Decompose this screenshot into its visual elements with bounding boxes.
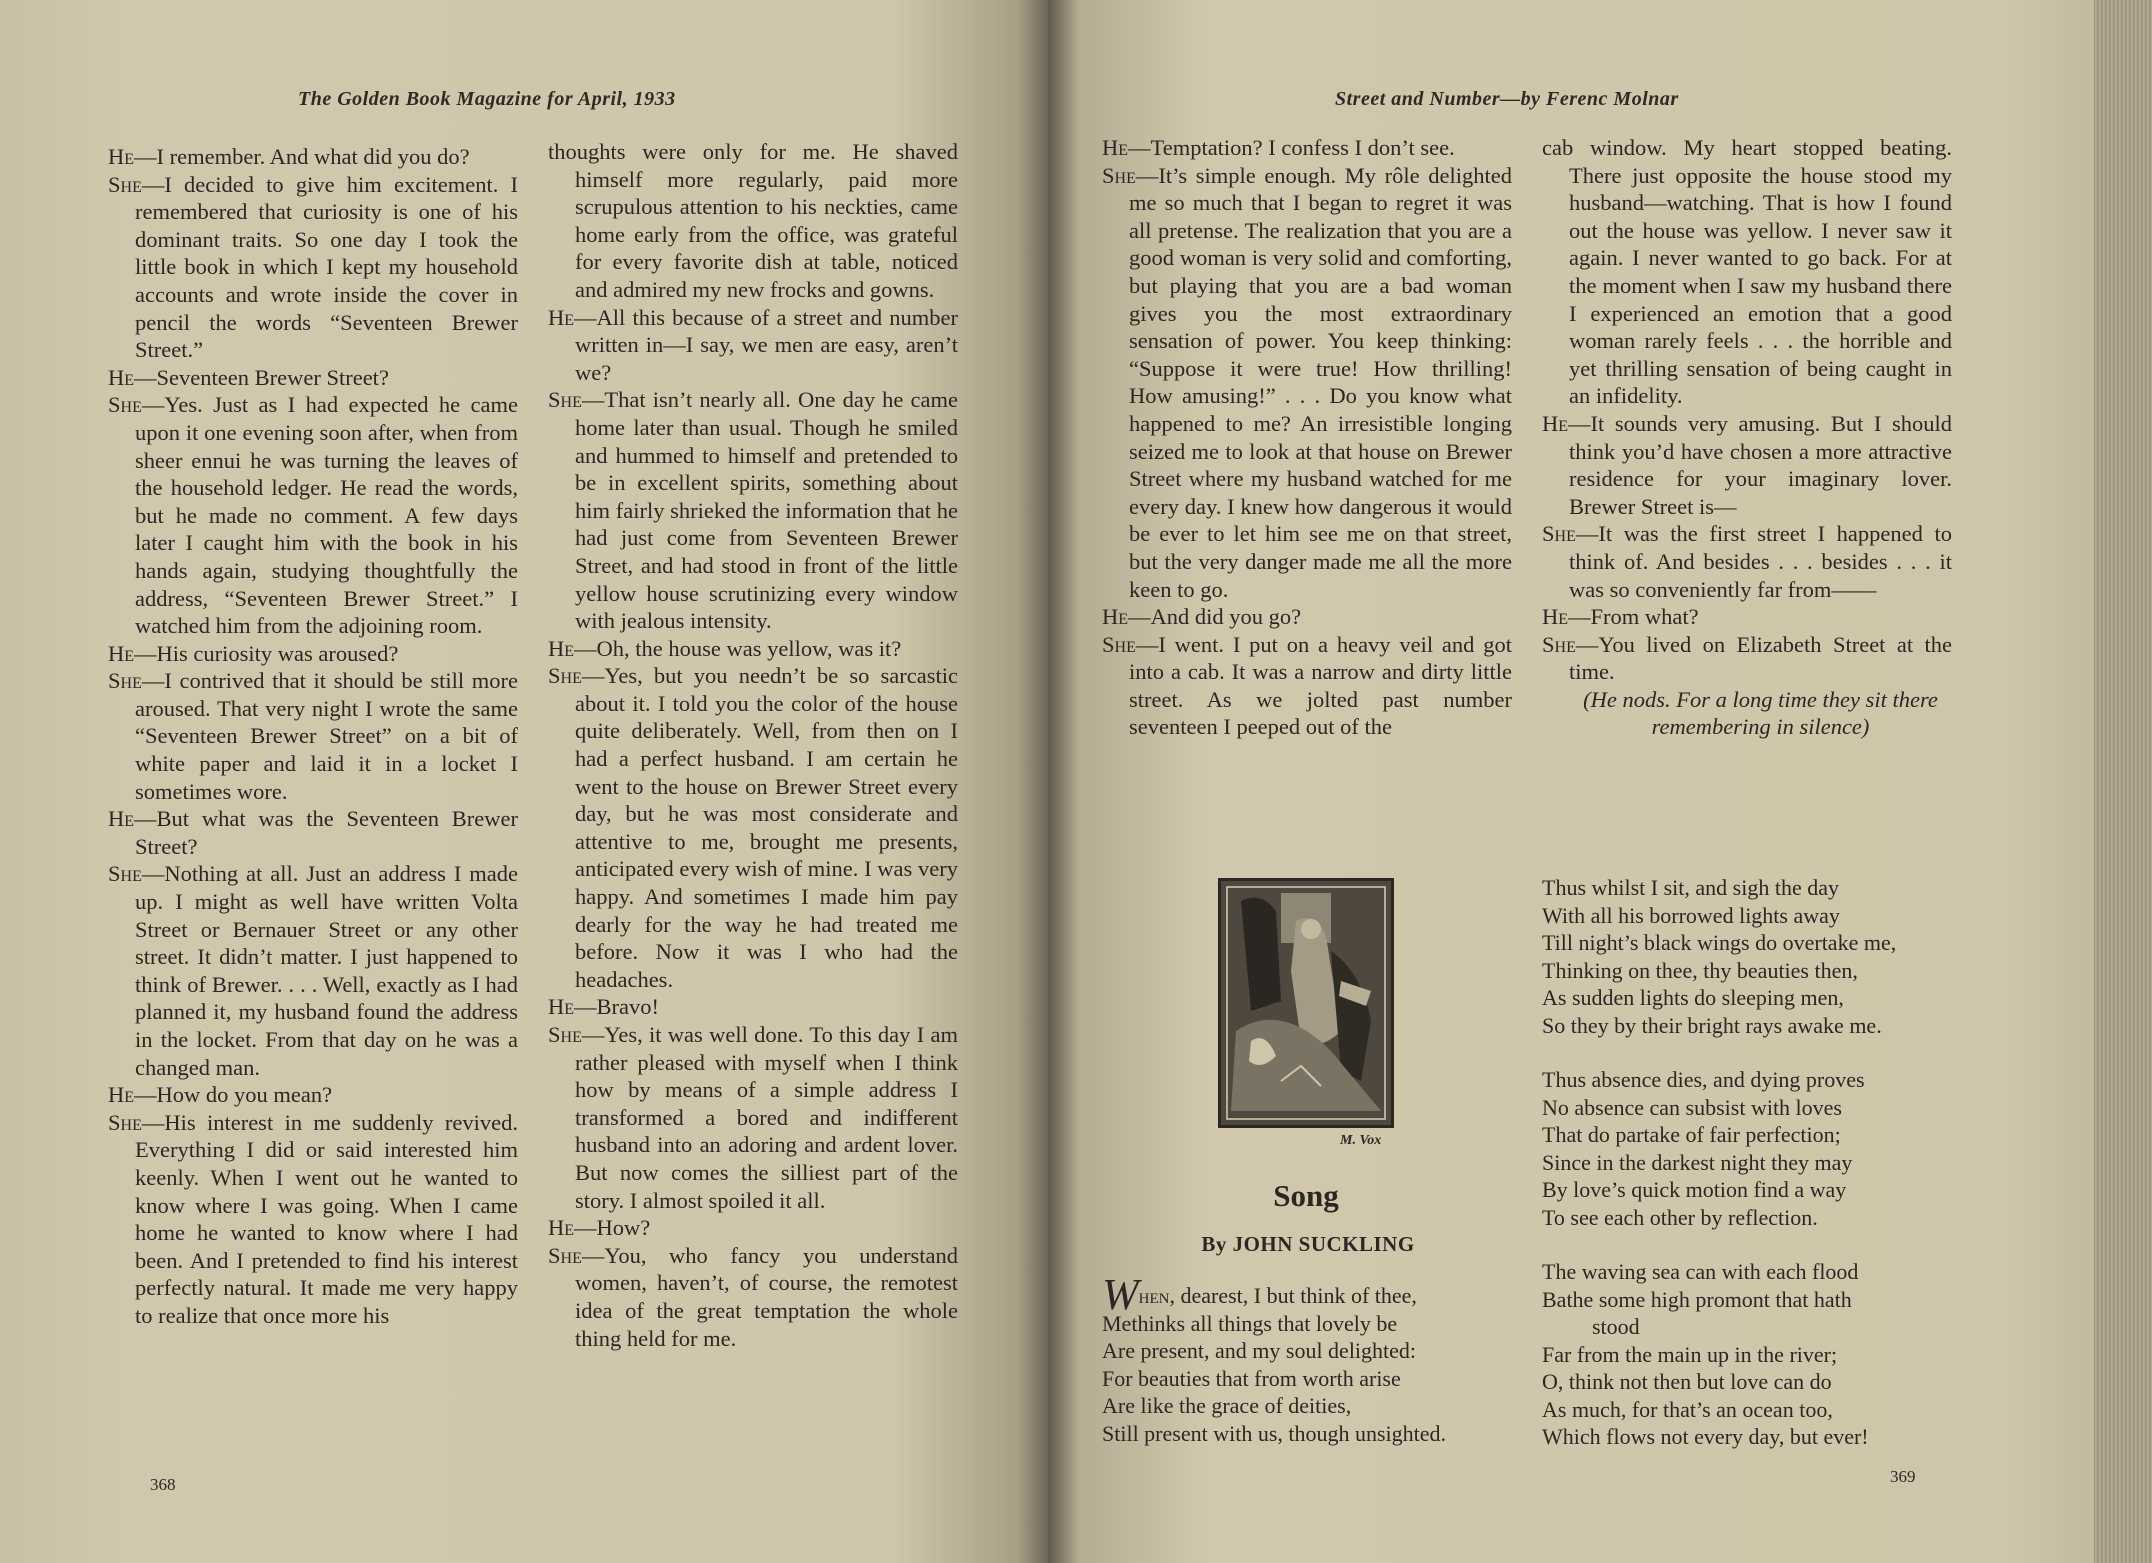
dialogue-paragraph [548, 138, 958, 304]
speaker-label: He [1102, 135, 1129, 160]
dialogue-text: —I decided to give him excitement. I remembered that curiosity is one of his dominant traits. So one day I took the little book in which I kept my household accounts and wrote inside the cover in pencil the words “Seventeen Brewer Street.” [135, 171, 518, 363]
running-head-right: Street and Number—by Ferenc Molnar [1335, 88, 1679, 110]
poem-line: Methinks all things that lovely be [1102, 1310, 1398, 1336]
dialogue-text: —Yes, but you needn’t be so sarcastic about it. I told you the color of the house quite deliberately. Well, from then on I had a perfect husband. I am certain he went to the house on Brewer Street every day, but he was most considerate and attentive to me, brought me presents, anticipated every wish of mine. I was very happy. And sometimes I made him pay dearly for the way he had treated me before. Now it was I who had the headaches. [575, 663, 958, 992]
dialogue-paragraph [108, 143, 518, 171]
poem-line: With all his borrowed lights away [1542, 902, 1840, 928]
right-column-1 [1102, 134, 1512, 741]
dialogue-text: —Oh, the house was yellow, was it? [574, 635, 902, 661]
dialogue-text: —Yes, it was well done. To this day I am rather pleased with myself when I think how by means of a simple address I transformed a bored and indifferent husband into an adoring and ardent lover. But now comes the silliest part of the story. I almost spoiled it all. [575, 1022, 958, 1213]
poem-line: For beauties that from worth arise [1102, 1365, 1401, 1391]
dialogue-paragraph [548, 635, 958, 663]
dialogue-text: —I went. I put on a heavy veil and got into a cab. It was a narrow and dirty little street. As we jolted past number seventeen I peeped out of the [1129, 631, 1512, 740]
speaker-label: She [548, 1242, 582, 1268]
dialogue-paragraph [1102, 631, 1512, 741]
illustration-engraving [1218, 878, 1394, 1128]
poem-stanza3 [1542, 1066, 1962, 1231]
poem-right-column [1542, 874, 1962, 1478]
poem-line: Are present, and my soul delighted: [1102, 1338, 1417, 1363]
dialogue-text: —From what? [1568, 604, 1699, 630]
poem-line: Thus absence dies, and dying proves [1542, 1067, 1865, 1092]
poem-line: As much, for that’s an ocean too, [1542, 1396, 1833, 1422]
poem-line: Thus whilst I sit, and sigh the day [1542, 875, 1839, 900]
poem-line: So they by their bright rays awake me. [1542, 1012, 1882, 1038]
dialogue-paragraph [1542, 603, 1952, 631]
speaker-label: He [548, 635, 575, 661]
dialogue-paragraph [1542, 134, 1952, 410]
left-column-1 [108, 143, 518, 1330]
speaker-label: He [1542, 604, 1569, 630]
dialogue-text: —But what was the Seventeen Brewer Street? [134, 806, 518, 859]
poem-line: Are like the grace of deities, [1102, 1393, 1352, 1418]
poem-stanza4 [1542, 1258, 1962, 1451]
poem-line: Till night’s black wings do overtake me, [1542, 930, 1897, 955]
poem-line: By love’s quick motion find a way [1542, 1177, 1847, 1202]
book-page-edges [2094, 0, 2152, 1563]
stanza-1-lines [1102, 1310, 1522, 1448]
poem-line: Thinking on thee, thy beauties then, [1542, 957, 1858, 983]
poem-line: The waving sea can with each flood [1542, 1259, 1859, 1284]
speaker-label: She [108, 668, 142, 694]
dialogue-text: —Nothing at all. Just an address I made up. I might as well have written Volta Street or Bernauer Street or any other street. It didn’t matter. I just happened to think of Brewer. . . . Well, exactly as I had planned it, my husband found the address in the locket. From that day on he was a changed man. [135, 861, 518, 1080]
dialogue-paragraph [108, 860, 518, 1081]
poem-line: Which flows not every day, but ever! [1542, 1424, 1869, 1449]
speaker-label: She [1102, 631, 1136, 657]
dialogue-text: —I contrived that it should be still more aroused. That very night I wrote the same “Seventeen Brewer Street” on a bit of white paper and laid it in a locket I sometimes wore. [135, 668, 518, 804]
speaker-label: She [108, 392, 142, 418]
poem-line: No absence can subsist with loves [1542, 1094, 1842, 1120]
speaker-label: She [548, 387, 582, 413]
dialogue-text: —His curiosity was aroused? [134, 640, 399, 666]
poem-byline: By JOHN SUCKLING [1201, 1232, 1415, 1256]
dialogue-text: —I remember. And what did you do? [134, 144, 470, 169]
speaker-label: He [108, 806, 135, 832]
poem-line: Still present with us, though unsighted. [1102, 1420, 1447, 1446]
dialogue-paragraph [548, 1214, 958, 1242]
dialogue-paragraph [108, 391, 518, 639]
dialogue-paragraph [548, 993, 958, 1021]
first-line-rest: , dearest, I but think of thee, [1169, 1283, 1417, 1308]
dialogue-text: —How do you mean? [134, 1082, 333, 1108]
dialogue-text: —Seventeen Brewer Street? [134, 364, 389, 390]
dialogue-text: —It’s simple enough. My rôle delighted me so much that I began to regret it was all pretense. The realization that you are a good woman is very solid and comforting, but playing that you are a bad woman gives you the most extraordinary sensation of power. You keep thinking: “Suppose it were true! How thrilling! How amusing!” . . . Do you know what happened to me? An irresistible longing seized me to look at that house on Brewer Street where my husband watched for me every day. I knew how dangerous it would be ever to let him see me on that street, but the very danger made me all the more keen to go. [1129, 162, 1512, 602]
speaker-label: She [1102, 162, 1136, 188]
dialogue-paragraph [108, 640, 518, 668]
drop-cap: W [1102, 1270, 1139, 1319]
dialogue-text: —Temptation? I confess I don’t see. [1128, 135, 1455, 160]
poem-line: Far from the main up in the river; [1542, 1341, 1838, 1367]
dialogue-paragraph [1102, 603, 1512, 631]
speaker-label: He [548, 994, 575, 1020]
dialogue-paragraph [108, 1109, 518, 1330]
dialogue-text: —Yes. Just as I had expected he came upon it one evening soon after, when from sheer ennui he was turning the leaves of the household ledger. He read the words, but he made no comment. A few days later I caught him with the book in his hands again, studying thoughtfully the address, “Seventeen Brewer Street.” I watched him from the adjoining room. [135, 392, 518, 639]
speaker-label: He [108, 364, 135, 390]
dialogue-text: cab window. My heart stopped beating. There just opposite the house stood my husband—watching. That is how I found out the house was yellow. I never saw it again. I never wanted to go back. For at the moment when I saw my husband there I experienced an emotion that a good woman rarely feels . . . the horrible and yet thrilling sensation of being caught in an infidelity. [1542, 135, 1952, 409]
speaker-label: He [1542, 410, 1569, 436]
poem-line: stood [1592, 1314, 1640, 1339]
dialogue-paragraph [1102, 162, 1512, 604]
speaker-label: He [548, 304, 575, 330]
poem-line: That do partake of fair perfection; [1542, 1122, 1841, 1147]
dialogue-paragraph [548, 304, 958, 387]
illustration-credit: M. Vox [1340, 1133, 1382, 1148]
right-column-2 [1542, 134, 1952, 741]
dialogue-text: —Bravo! [574, 994, 660, 1020]
speaker-label: She [548, 663, 582, 689]
dialogue-text: thoughts were only for me. He shaved himself more regularly, paid more scrupulous attention to his neckties, came home early from the office, was grateful for every favorite dish at table, noticed and admired my new frocks and gowns. [548, 139, 958, 302]
dialogue-paragraph [108, 1081, 518, 1109]
poem-line: As sudden lights do sleeping men, [1542, 985, 1844, 1010]
speaker-label: He [108, 1082, 135, 1108]
speaker-label: He [1102, 604, 1129, 630]
left-column-2 [548, 138, 958, 1352]
dialogue-text: —And did you go? [1128, 604, 1302, 630]
dialogue-paragraph [108, 364, 518, 392]
poem-stanza-1 [1102, 1270, 1522, 1447]
dialogue-paragraph [108, 171, 518, 364]
poem-line: Since in the darkest night they may [1542, 1149, 1853, 1175]
stage-direction: (He nods. For a long time they sit there remembering in silence) [1583, 686, 1938, 740]
dialogue-paragraph [548, 1242, 958, 1352]
speaker-label: He [548, 1215, 575, 1241]
speaker-label: She [1542, 521, 1576, 547]
dialogue-text: —You, who fancy you understand women, haven’t, of course, the remotest idea of the great temptation the whole thing held for me. [575, 1242, 958, 1351]
dialogue-paragraph [108, 805, 518, 860]
speaker-label: He [108, 144, 135, 169]
page-number-left: 368 [150, 1475, 176, 1494]
illustration-image [1221, 881, 1391, 1125]
left-page [0, 0, 1048, 1563]
speaker-label: She [108, 171, 142, 197]
speaker-label: She [108, 1109, 142, 1135]
poem-line: To see each other by reflection. [1542, 1204, 1818, 1230]
speaker-label: She [108, 861, 142, 887]
first-word-smallcaps: hen [1138, 1283, 1170, 1308]
dialogue-paragraph [548, 662, 958, 993]
dialogue-text: —You lived on Elizabeth Street at the time. [1569, 631, 1952, 685]
poem-line: Bathe some high promont that hath [1542, 1286, 1852, 1312]
dialogue-paragraph [548, 1021, 958, 1214]
dialogue-paragraph [108, 667, 518, 805]
dialogue-paragraph [1542, 520, 1952, 603]
poem-line [1102, 1270, 1522, 1319]
dialogue-text: —It sounds very amusing. But I should think you’d have chosen a more attractive residence for your imaginary lover. Brewer Street is— [1568, 410, 1952, 519]
dialogue-text: —How? [574, 1215, 651, 1241]
poem-stanza2 [1542, 874, 1962, 1039]
dialogue-text: —All this because of a street and number written in—I say, we men are easy, aren’t we? [574, 304, 958, 385]
dialogue-paragraph [1542, 410, 1952, 520]
speaker-label: She [548, 1022, 582, 1047]
poem-title: Song [1273, 1178, 1339, 1213]
page-number-right: 369 [1890, 1467, 1916, 1486]
dialogue-text: —His interest in me suddenly revived. Everything I did or said interested him keenly. When I went out he wanted to know where I was going. When I came home he wanted to know where I had been. And I pretended to find his interest perfectly natural. It made me very happy to realize that once more his [135, 1109, 518, 1328]
dialogue-text: —It was the first street I happened to think of. And besides . . . besides . . . it was so conveniently far from—— [1569, 521, 1952, 602]
running-head-left: The Golden Book Magazine for April, 1933 [298, 88, 676, 110]
speaker-label: She [1542, 631, 1576, 657]
poem-line: O, think not then but love can do [1542, 1369, 1832, 1394]
dialogue-paragraph [1542, 631, 1952, 686]
dialogue-paragraph [548, 386, 958, 634]
dialogue-text: —That isn’t nearly all. One day he came home later than usual. Though he smiled and hummed to himself and pretended to be in excellent spirits, something about him fairly shrieked the information that he had just come from Seventeen Brewer Street, and had stood in front of the little yellow house scrutinizing every window with jealous intensity. [575, 387, 958, 634]
dialogue-paragraph [1102, 134, 1512, 162]
speaker-label: He [108, 640, 135, 666]
